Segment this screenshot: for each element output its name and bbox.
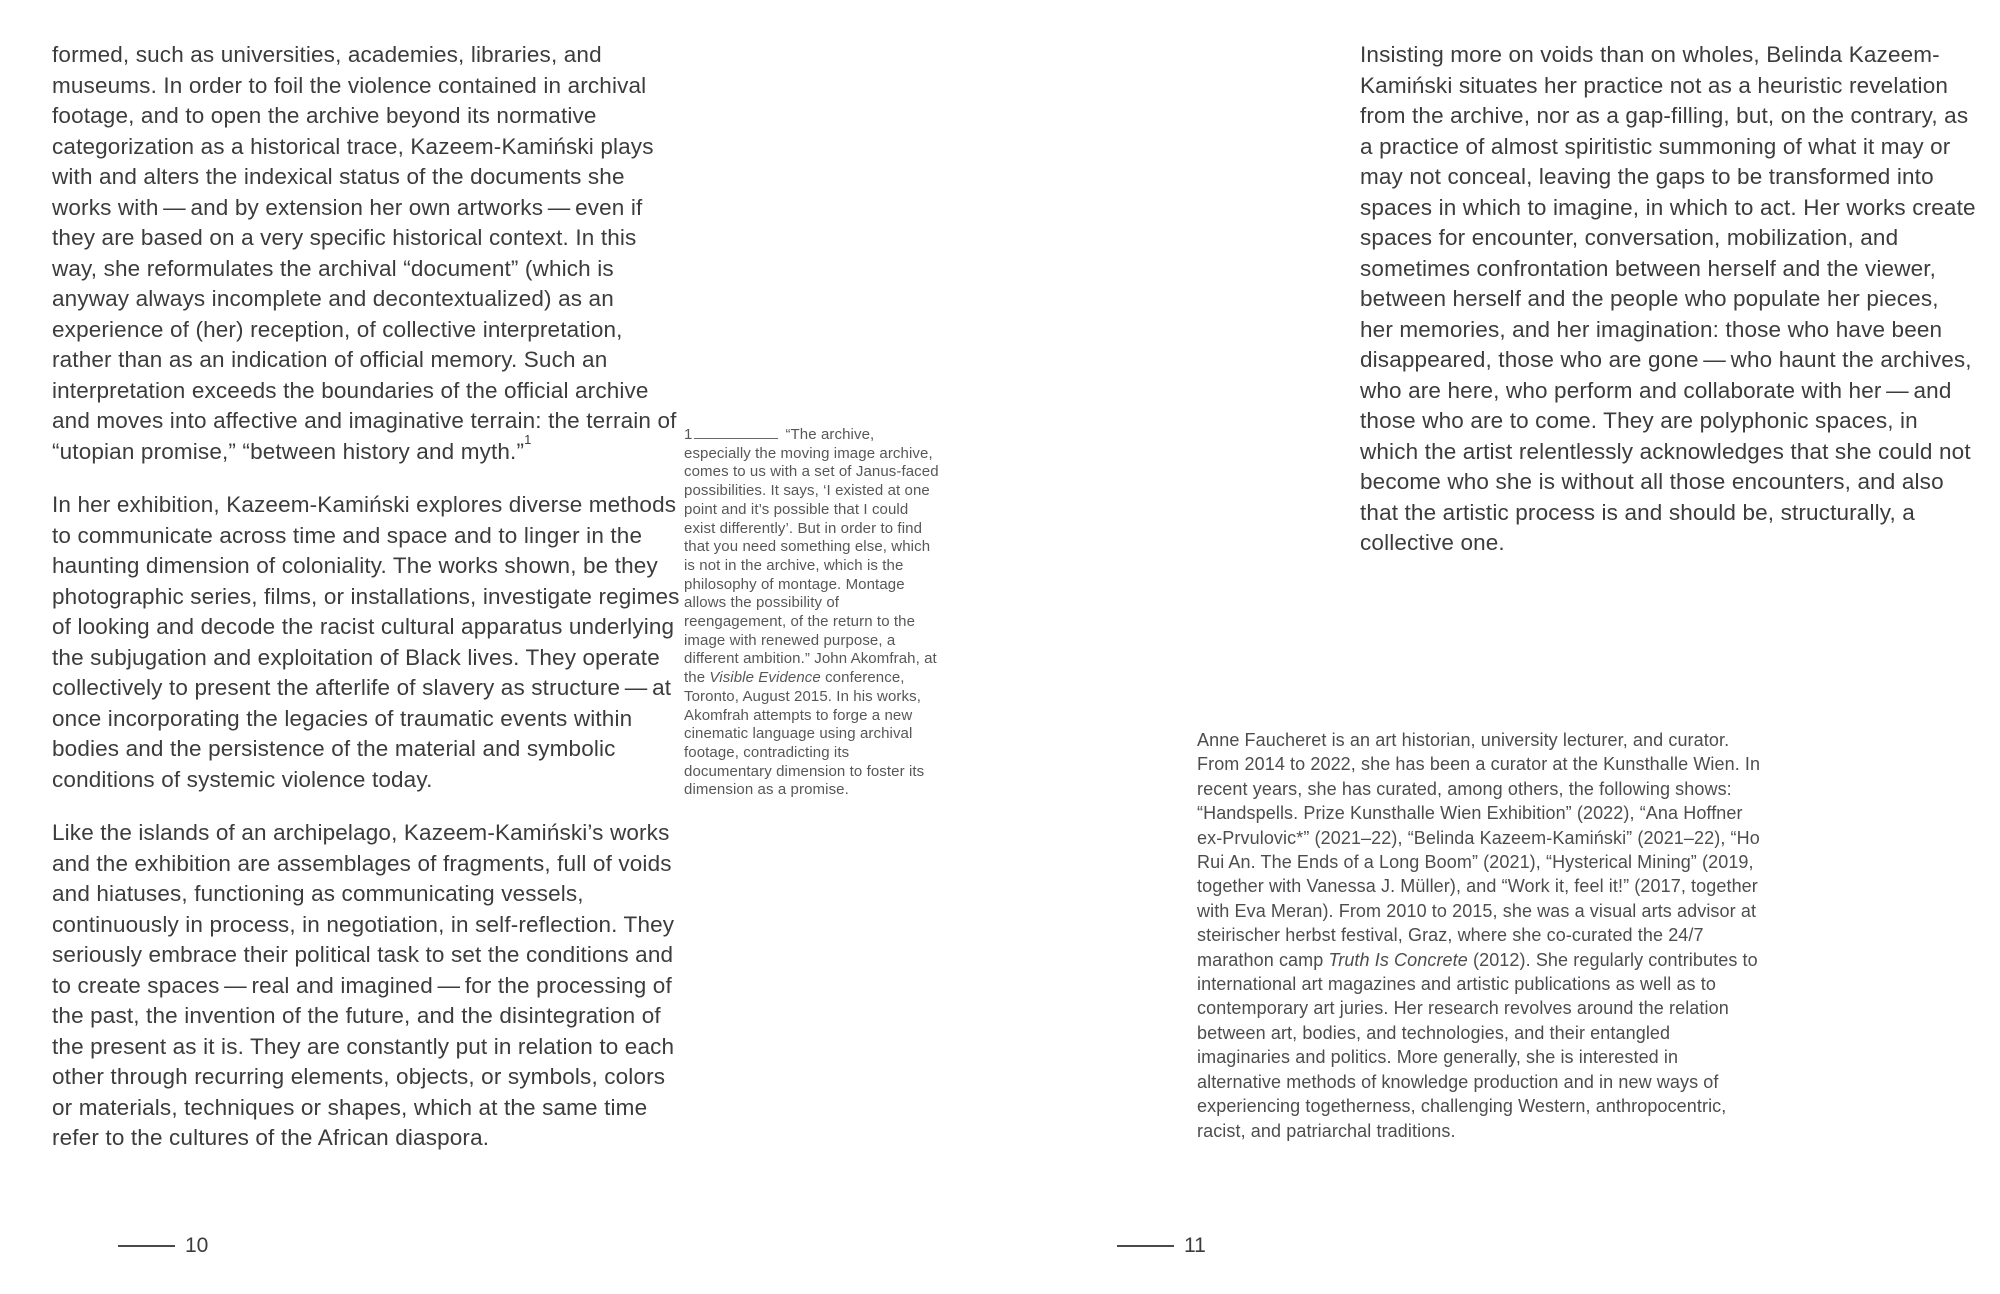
bio-italic-title: Truth Is Concrete xyxy=(1328,949,1468,970)
page-number-rule xyxy=(1117,1245,1174,1247)
bio-text: (2012). She regularly contributes to international art magazines and artistic publications as well as to contemporary art juries. Her research revolves around the relation between art, bodies, and technologies, and their entangled imaginaries and politics. More generally, she is interested in alternative methods of knowledge production and in new ways of experiencing togetherness, challenging Western, anthropocentric, racist, and patriarchal traditions. xyxy=(1197,949,1758,1141)
paragraph: Like the islands of an archipelago, Kazeem-Kamiński’s works and the exhibition are assemblages of fragments, full of voids and hiatuses, functioning as communicating vessels, continuously in process, in negotiation, in self-reflection. They seriously embrace their political task to set the conditions and to create spaces — real and imagined — for the processing of the past, the invention of the future, and the disintegration of the present as it is. They are constantly put in relation to each other through recurring elements, objects, or symbols, colors or materials, techniques or shapes, which at the same time refer to the cultures of the African diaspora. xyxy=(52,820,675,1150)
left-text-column xyxy=(52,40,684,1177)
footnote-column xyxy=(684,426,940,800)
bio-text: Anne Faucheret is an art historian, university lecturer, and curator. From 2014 to 2022, she has been a curator at the Kunsthalle Wien. In recent years, she has curated, among others, the following shows: “Handspells. Prize Kunsthalle Wien Exhibition” (2022), “Ana Hoffner ex-Prvulovic*” (2021–22), “Belinda Kazeem-Kamiński” (2021–22), “Ho Rui An. The Ends of a Long Boom” (2021), “Hysterical Mining” (2019, together with Vanessa J. Müller), and “Work it, feel it!” (2017, together with Eva Meran). From 2010 to 2015, she was a visual arts advisor at steirischer herbst festival, Graz, where she co-curated the 24/7 marathon camp xyxy=(1197,730,1761,970)
paragraph-text: formed, such as universities, academies, libraries, and museums. In order to foil the violence contained in archival footage, and to open the archive beyond its normative categorization as a historical trace, Kazeem-Kamiński plays with and alters the indexical status of the documents she works with — and by extension her own artworks — even if they are based on a very specific historical context. In this way, she reformulates the archival “document” (which is anyway always incomplete and decontextualized) as an experience of (her) reception, of collective interpretation, rather than as an indication of official memory. Such an interpretation exceeds the boundaries of the official archive and moves into affective and imaginative terrain: the terrain of “utopian promise,” “between history and myth.” xyxy=(52,42,677,464)
footnote-text: “The archive, especially the moving image archive, comes to us with a set of Janus-faced possibilities. It says, ‘I existed at one point and it’s possible that I could exist differently’. But in order to find that you need something else, which is not in the archive, which is the philosophy of montage. Montage allows the possibility of reengagement, of the return to the image with renewed purpose, a different ambition.” John Akomfrah, at the xyxy=(684,426,939,687)
curator-bio xyxy=(1197,728,1763,1143)
footnote-text: conference, Toronto, August 2015. In his works, Akomfrah attempts to forge a new cinematic language using archival footage, contradicting its documentary dimension to foster its dimension as a promise. xyxy=(684,669,925,799)
right-text-column xyxy=(1360,40,1978,582)
footnote-italic-title: Visible Evidence xyxy=(709,669,821,687)
page-number: 10 xyxy=(185,1234,209,1257)
paragraph xyxy=(52,40,684,467)
paragraph: In her exhibition, Kazeem-Kamiński explores diverse methods to communicate across time and space and to linger in the haunting dimension of coloniality. The works shown, be they photographic series, films, or installations, investigate regimes of looking and decode the racist cultural apparatus underlying the subjugation and exploitation of Black lives. They operate collectively to present the afterlife of slavery as structure — at once incorporating the legacies of traumatic events within bodies and the persistence of the material and symbolic conditions of systemic violence today. xyxy=(52,492,680,792)
page-number-block-right xyxy=(1117,1233,1206,1259)
footnote-reference: 1 xyxy=(524,432,532,448)
page-number-rule xyxy=(118,1245,175,1247)
footnote-rule xyxy=(694,435,778,439)
paragraph: Insisting more on voids than on wholes, Belinda Kazeem-Kamiński situates her practice not as a heuristic revelation from the archive, nor as a gap-filling, but, on the contrary, as a practice of almost spiritistic summoning of what it may or may not conceal, leaving the gaps to be transformed into spaces in which to imagine, in which to act. Her works create spaces for encounter, conversation, mobilization, and sometimes confrontation between herself and the viewer, between herself and the people who populate her pieces, her memories, and her imagination: those who have been disappeared, those who are gone — who haunt the archives, who are here, who perform and collaborate with her — and those who are to come. They are polyphonic spaces, in which the artist relentlessly acknowledges that she could not become who she is without all those encounters, and also that the artistic process is and should be, structurally, a collective one. xyxy=(1360,42,1976,555)
page-number-block-left xyxy=(118,1233,208,1259)
footnote-marker: 1 xyxy=(684,426,693,443)
page-number: 11 xyxy=(1184,1234,1206,1257)
